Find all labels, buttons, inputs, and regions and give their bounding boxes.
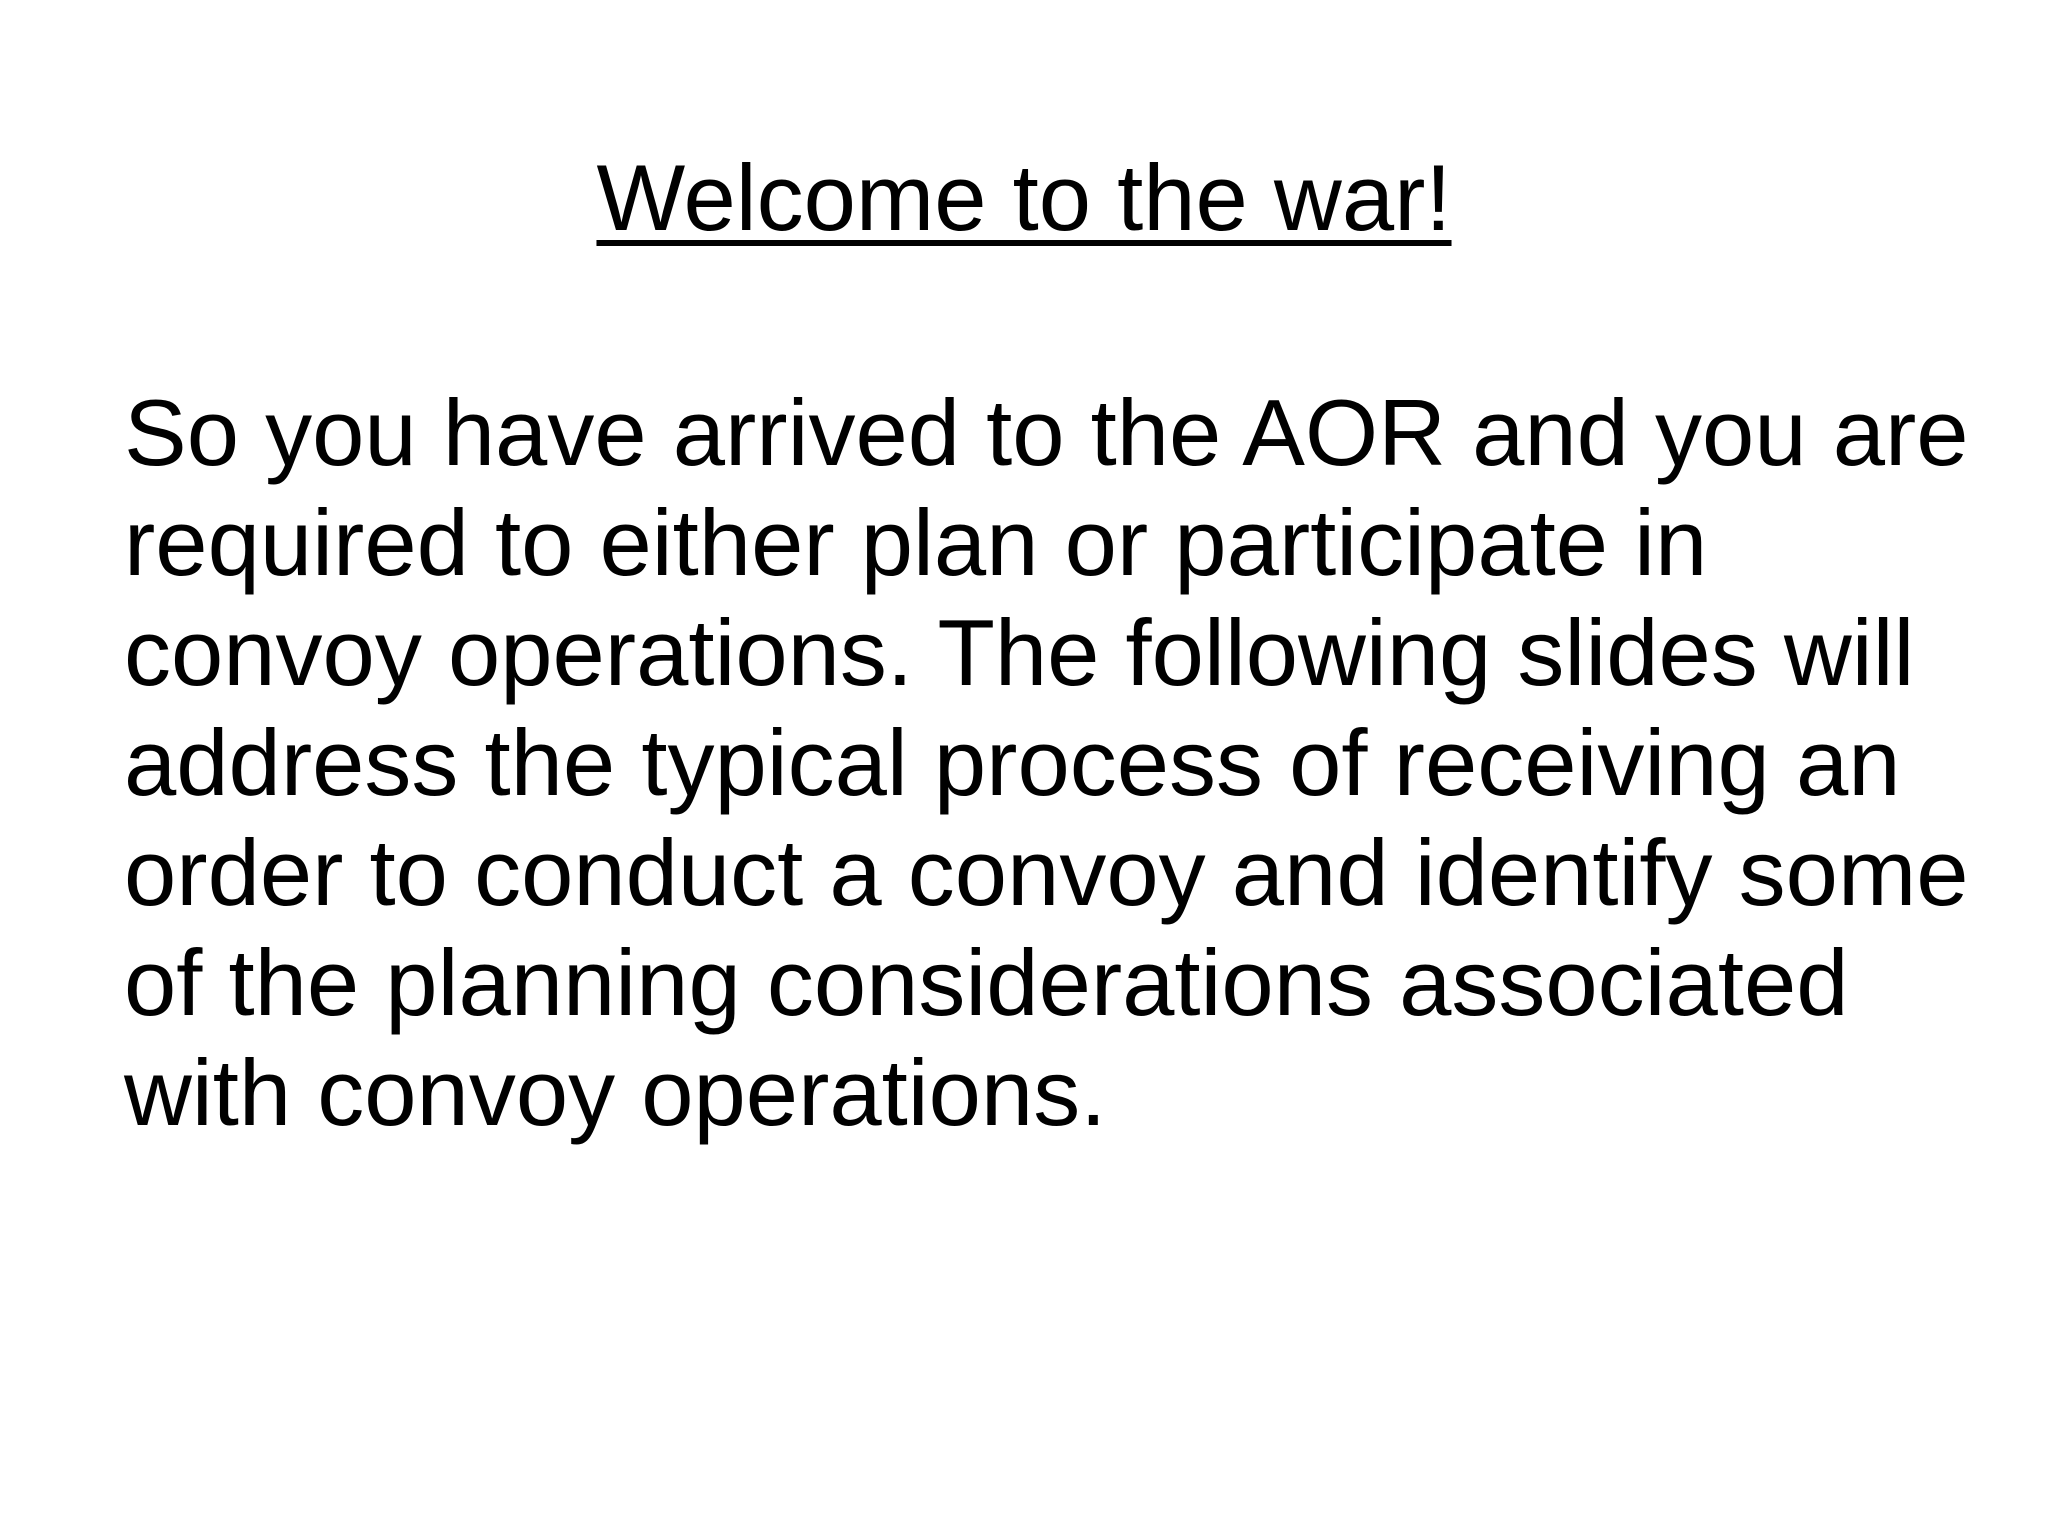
body-line-2: required to either plan or participate in	[124, 490, 1708, 595]
body-line-3: convoy operations. The following slides will	[124, 600, 1915, 705]
body-line-1: So you have arrived to the AOR and you are	[124, 380, 1969, 485]
body-line-6: of the planning considerations associated	[124, 930, 1849, 1035]
slide-title-text: Welcome to the war!	[596, 145, 1452, 250]
body-line-7: with convoy operations.	[124, 1040, 1107, 1145]
body-line-4: address the typical process of receiving an	[124, 710, 1901, 815]
slide-title	[0, 143, 2048, 253]
body-line-5: order to conduct a convoy and identify some	[124, 820, 1969, 925]
slide-body	[124, 378, 1984, 1148]
